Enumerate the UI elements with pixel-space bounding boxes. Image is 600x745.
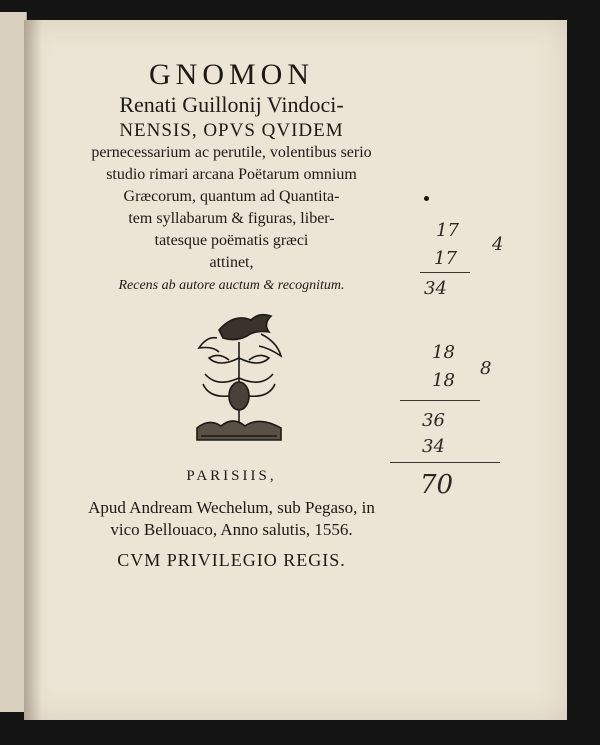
imprint-line-1: Apud Andream Wechelum, sub Pegaso, in	[88, 498, 375, 517]
hw-number: 36	[422, 410, 445, 431]
book-title: GNOMON	[149, 58, 314, 91]
sum-rule	[420, 272, 470, 273]
title-line-2: NENSIS, OPVS QVIDEM	[119, 120, 344, 141]
title-line-5: Græcorum, quantum ad Quantita-	[123, 188, 340, 205]
title-line-8: attinet,	[209, 254, 254, 271]
subtitle: Recens ab autore auctum & recognitum.	[118, 278, 345, 293]
handwritten-arithmetic	[384, 200, 544, 520]
imprint-city: PARISIIS,	[186, 468, 277, 484]
title-line-4: studio rimari arcana Poëtarum omnium	[106, 166, 357, 183]
title-page	[24, 20, 567, 720]
hw-number: 34	[424, 278, 447, 299]
title-line-3: pernecessarium ac perutile, volentibus serio	[91, 144, 372, 161]
sum-rule	[390, 462, 500, 463]
hw-number: 34	[422, 436, 445, 457]
hw-number: 17	[436, 220, 459, 241]
hw-number: 18	[432, 370, 455, 391]
imprint-line-2: vico Bellouaco, Anno salutis, 1556.	[110, 520, 353, 539]
left-page-edge	[0, 12, 27, 712]
title-line-7: tatesque poëmatis græci	[154, 232, 309, 249]
hw-total: 70	[420, 470, 454, 500]
hw-number: 18	[432, 342, 455, 363]
pegasus-printers-device-icon	[189, 308, 289, 448]
hw-number: 17	[434, 248, 457, 269]
privilege-line: CVM PRIVILEGIO REGIS.	[117, 550, 346, 570]
title-line-6: tem syllabarum & figuras, liber-	[128, 210, 335, 227]
sum-rule	[400, 400, 480, 401]
ink-dot	[424, 196, 429, 201]
title-line-1: Renati Guillonij Vindoci-	[119, 92, 344, 117]
hw-number: 8	[480, 358, 492, 379]
hw-number: 4	[492, 234, 504, 255]
